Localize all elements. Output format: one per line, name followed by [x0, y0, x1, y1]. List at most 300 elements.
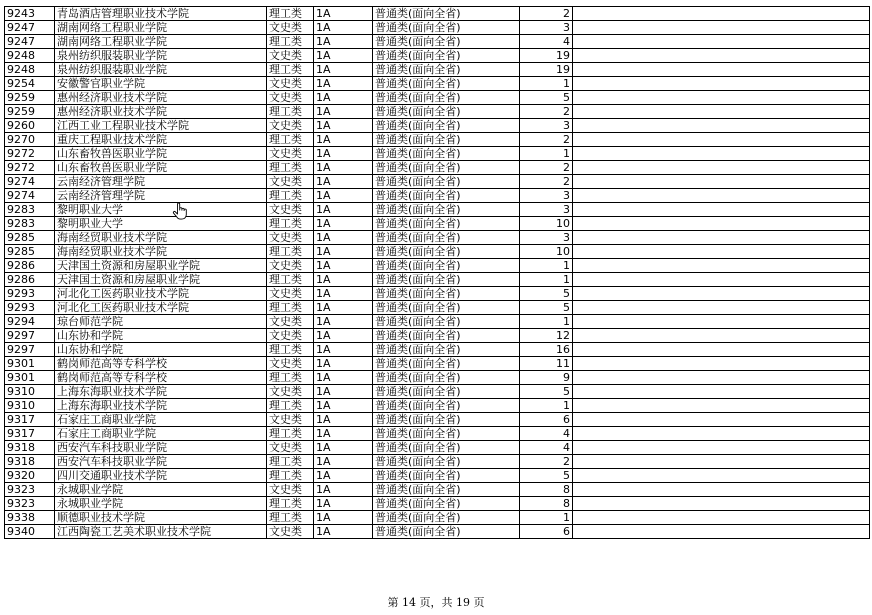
school-name-cell: 江西陶瓷工艺美术职业技术学院 [55, 525, 267, 539]
batch-cell: 1A [314, 343, 373, 357]
empty-cell [573, 413, 870, 427]
batch-cell: 1A [314, 371, 373, 385]
empty-cell [573, 133, 870, 147]
school-code-cell: 9286 [5, 273, 55, 287]
batch-cell: 1A [314, 483, 373, 497]
subject-type-cell: 文史类 [267, 231, 314, 245]
school-code-cell: 9297 [5, 329, 55, 343]
school-name-cell: 鹤岗师范高等专科学校 [55, 371, 267, 385]
school-name-cell: 山东畜牧兽医职业学院 [55, 161, 267, 175]
quota-cell: 6 [520, 413, 573, 427]
school-code-cell: 9248 [5, 49, 55, 63]
school-name-cell: 惠州经济职业技术学院 [55, 91, 267, 105]
table-row [5, 175, 870, 189]
quota-cell: 5 [520, 469, 573, 483]
subject-type-cell: 理工类 [267, 189, 314, 203]
batch-cell: 1A [314, 315, 373, 329]
table-row [5, 161, 870, 175]
school-name-cell: 西安汽车科技职业学院 [55, 441, 267, 455]
subject-type-cell: 文史类 [267, 315, 314, 329]
plan-type-cell: 普通类(面向全省) [373, 343, 520, 357]
quota-cell: 1 [520, 511, 573, 525]
plan-type-cell: 普通类(面向全省) [373, 497, 520, 511]
table-row [5, 133, 870, 147]
empty-cell [573, 203, 870, 217]
plan-type-cell: 普通类(面向全省) [373, 483, 520, 497]
school-code-cell: 9293 [5, 287, 55, 301]
plan-type-cell: 普通类(面向全省) [373, 21, 520, 35]
batch-cell: 1A [314, 161, 373, 175]
school-code-cell: 9293 [5, 301, 55, 315]
empty-cell [573, 35, 870, 49]
quota-cell: 2 [520, 175, 573, 189]
batch-cell: 1A [314, 217, 373, 231]
batch-cell: 1A [314, 497, 373, 511]
subject-type-cell: 文史类 [267, 21, 314, 35]
empty-cell [573, 105, 870, 119]
batch-cell: 1A [314, 469, 373, 483]
table-row [5, 343, 870, 357]
school-code-cell: 9285 [5, 231, 55, 245]
plan-type-cell: 普通类(面向全省) [373, 441, 520, 455]
empty-cell [573, 21, 870, 35]
batch-cell: 1A [314, 511, 373, 525]
school-name-cell: 黎明职业大学 [55, 203, 267, 217]
batch-cell: 1A [314, 7, 373, 21]
table-row [5, 21, 870, 35]
school-code-cell: 9338 [5, 511, 55, 525]
quota-cell: 3 [520, 231, 573, 245]
plan-type-cell: 普通类(面向全省) [373, 455, 520, 469]
school-code-cell: 9317 [5, 413, 55, 427]
empty-cell [573, 161, 870, 175]
school-name-cell: 湖南网络工程职业学院 [55, 35, 267, 49]
subject-type-cell: 文史类 [267, 147, 314, 161]
school-name-cell: 重庆工程职业技术学院 [55, 133, 267, 147]
table-row [5, 203, 870, 217]
subject-type-cell: 文史类 [267, 357, 314, 371]
school-code-cell: 9243 [5, 7, 55, 21]
school-code-cell: 9259 [5, 91, 55, 105]
table-row [5, 371, 870, 385]
school-code-cell: 9320 [5, 469, 55, 483]
quota-cell: 10 [520, 217, 573, 231]
school-code-cell: 9286 [5, 259, 55, 273]
batch-cell: 1A [314, 273, 373, 287]
batch-cell: 1A [314, 175, 373, 189]
subject-type-cell: 文史类 [267, 483, 314, 497]
empty-cell [573, 525, 870, 539]
plan-type-cell: 普通类(面向全省) [373, 7, 520, 21]
batch-cell: 1A [314, 357, 373, 371]
table-row [5, 49, 870, 63]
school-name-cell: 海南经贸职业技术学院 [55, 245, 267, 259]
school-name-cell: 四川交通职业技术学院 [55, 469, 267, 483]
quota-cell: 16 [520, 343, 573, 357]
subject-type-cell: 理工类 [267, 133, 314, 147]
table-row [5, 147, 870, 161]
school-code-cell: 9247 [5, 35, 55, 49]
batch-cell: 1A [314, 21, 373, 35]
table-row [5, 329, 870, 343]
empty-cell [573, 77, 870, 91]
batch-cell: 1A [314, 441, 373, 455]
subject-type-cell: 文史类 [267, 385, 314, 399]
school-code-cell: 9283 [5, 203, 55, 217]
plan-type-cell: 普通类(面向全省) [373, 147, 520, 161]
batch-cell: 1A [314, 455, 373, 469]
quota-cell: 1 [520, 147, 573, 161]
quota-cell: 2 [520, 455, 573, 469]
batch-cell: 1A [314, 245, 373, 259]
plan-type-cell: 普通类(面向全省) [373, 259, 520, 273]
batch-cell: 1A [314, 259, 373, 273]
school-code-cell: 9260 [5, 119, 55, 133]
plan-type-cell: 普通类(面向全省) [373, 469, 520, 483]
plan-type-cell: 普通类(面向全省) [373, 287, 520, 301]
batch-cell: 1A [314, 385, 373, 399]
school-name-cell: 上海东海职业技术学院 [55, 385, 267, 399]
batch-cell: 1A [314, 329, 373, 343]
empty-cell [573, 231, 870, 245]
quota-cell: 6 [520, 525, 573, 539]
school-code-cell: 9285 [5, 245, 55, 259]
subject-type-cell: 文史类 [267, 175, 314, 189]
school-name-cell: 泉州纺织服装职业学院 [55, 49, 267, 63]
quota-cell: 5 [520, 287, 573, 301]
subject-type-cell: 文史类 [267, 259, 314, 273]
table-row [5, 427, 870, 441]
school-name-cell: 云南经济管理学院 [55, 175, 267, 189]
school-name-cell: 泉州纺织服装职业学院 [55, 63, 267, 77]
school-name-cell: 石家庄工商职业学院 [55, 427, 267, 441]
plan-type-cell: 普通类(面向全省) [373, 91, 520, 105]
empty-cell [573, 63, 870, 77]
plan-type-cell: 普通类(面向全省) [373, 175, 520, 189]
table-row [5, 77, 870, 91]
batch-cell: 1A [314, 189, 373, 203]
school-name-cell: 青岛酒店管理职业技术学院 [55, 7, 267, 21]
empty-cell [573, 441, 870, 455]
table-row [5, 91, 870, 105]
table-row [5, 105, 870, 119]
empty-cell [573, 469, 870, 483]
school-code-cell: 9297 [5, 343, 55, 357]
quota-cell: 8 [520, 483, 573, 497]
school-code-cell: 9340 [5, 525, 55, 539]
batch-cell: 1A [314, 287, 373, 301]
subject-type-cell: 理工类 [267, 217, 314, 231]
school-name-cell: 江西工业工程职业技术学院 [55, 119, 267, 133]
empty-cell [573, 511, 870, 525]
school-name-cell: 惠州经济职业技术学院 [55, 105, 267, 119]
subject-type-cell: 文史类 [267, 525, 314, 539]
quota-cell: 4 [520, 427, 573, 441]
table-row [5, 455, 870, 469]
plan-type-cell: 普通类(面向全省) [373, 371, 520, 385]
empty-cell [573, 273, 870, 287]
batch-cell: 1A [314, 427, 373, 441]
subject-type-cell: 理工类 [267, 301, 314, 315]
school-name-cell: 山东协和学院 [55, 329, 267, 343]
table-row [5, 287, 870, 301]
plan-type-cell: 普通类(面向全省) [373, 385, 520, 399]
batch-cell: 1A [314, 399, 373, 413]
empty-cell [573, 371, 870, 385]
batch-cell: 1A [314, 35, 373, 49]
subject-type-cell: 理工类 [267, 427, 314, 441]
quota-cell: 1 [520, 273, 573, 287]
quota-cell: 3 [520, 119, 573, 133]
hand-pointer-icon [172, 202, 188, 220]
quota-cell: 1 [520, 315, 573, 329]
plan-type-cell: 普通类(面向全省) [373, 231, 520, 245]
subject-type-cell: 理工类 [267, 245, 314, 259]
subject-type-cell: 理工类 [267, 497, 314, 511]
empty-cell [573, 287, 870, 301]
table-row [5, 7, 870, 21]
plan-type-cell: 普通类(面向全省) [373, 49, 520, 63]
quota-cell: 5 [520, 91, 573, 105]
subject-type-cell: 文史类 [267, 287, 314, 301]
table-row [5, 301, 870, 315]
empty-cell [573, 385, 870, 399]
empty-cell [573, 7, 870, 21]
school-name-cell: 上海东海职业技术学院 [55, 399, 267, 413]
plan-type-cell: 普通类(面向全省) [373, 315, 520, 329]
quota-cell: 3 [520, 189, 573, 203]
quota-cell: 5 [520, 385, 573, 399]
table-body [5, 7, 870, 539]
empty-cell [573, 119, 870, 133]
school-code-cell: 9259 [5, 105, 55, 119]
plan-type-cell: 普通类(面向全省) [373, 189, 520, 203]
plan-type-cell: 普通类(面向全省) [373, 217, 520, 231]
table-row [5, 245, 870, 259]
subject-type-cell: 理工类 [267, 7, 314, 21]
empty-cell [573, 175, 870, 189]
batch-cell: 1A [314, 77, 373, 91]
school-name-cell: 湖南网络工程职业学院 [55, 21, 267, 35]
subject-type-cell: 文史类 [267, 413, 314, 427]
quota-cell: 1 [520, 259, 573, 273]
school-name-cell: 海南经贸职业技术学院 [55, 231, 267, 245]
subject-type-cell: 理工类 [267, 455, 314, 469]
empty-cell [573, 301, 870, 315]
school-code-cell: 9301 [5, 371, 55, 385]
table-row [5, 119, 870, 133]
batch-cell: 1A [314, 119, 373, 133]
batch-cell: 1A [314, 203, 373, 217]
empty-cell [573, 497, 870, 511]
quota-cell: 9 [520, 371, 573, 385]
quota-cell: 4 [520, 441, 573, 455]
school-code-cell: 9310 [5, 399, 55, 413]
quota-cell: 5 [520, 301, 573, 315]
subject-type-cell: 理工类 [267, 343, 314, 357]
school-name-cell: 顺德职业技术学院 [55, 511, 267, 525]
empty-cell [573, 189, 870, 203]
subject-type-cell: 理工类 [267, 371, 314, 385]
quota-cell: 1 [520, 399, 573, 413]
school-name-cell: 安徽警官职业学院 [55, 77, 267, 91]
school-code-cell: 9274 [5, 175, 55, 189]
quota-cell: 2 [520, 133, 573, 147]
school-code-cell: 9270 [5, 133, 55, 147]
quota-cell: 11 [520, 357, 573, 371]
subject-type-cell: 理工类 [267, 63, 314, 77]
quota-cell: 1 [520, 77, 573, 91]
school-code-cell: 9318 [5, 441, 55, 455]
empty-cell [573, 455, 870, 469]
school-name-cell: 云南经济管理学院 [55, 189, 267, 203]
empty-cell [573, 483, 870, 497]
empty-cell [573, 357, 870, 371]
empty-cell [573, 399, 870, 413]
subject-type-cell: 理工类 [267, 511, 314, 525]
empty-cell [573, 427, 870, 441]
batch-cell: 1A [314, 63, 373, 77]
subject-type-cell: 理工类 [267, 161, 314, 175]
quota-cell: 2 [520, 7, 573, 21]
page-number-footer: 第 14 页，共 19 页 [387, 596, 485, 609]
quota-cell: 10 [520, 245, 573, 259]
school-code-cell: 9323 [5, 497, 55, 511]
school-code-cell: 9301 [5, 357, 55, 371]
batch-cell: 1A [314, 525, 373, 539]
quota-cell: 2 [520, 105, 573, 119]
table-row [5, 497, 870, 511]
school-name-cell: 黎明职业大学 [55, 217, 267, 231]
table-row [5, 413, 870, 427]
table-row [5, 385, 870, 399]
batch-cell: 1A [314, 147, 373, 161]
empty-cell [573, 259, 870, 273]
subject-type-cell: 文史类 [267, 91, 314, 105]
school-name-cell: 天津国土资源和房屋职业学院 [55, 273, 267, 287]
quota-cell: 3 [520, 21, 573, 35]
school-name-cell: 琼台师范学院 [55, 315, 267, 329]
school-name-cell: 河北化工医药职业技术学院 [55, 301, 267, 315]
plan-type-cell: 普通类(面向全省) [373, 273, 520, 287]
school-code-cell: 9317 [5, 427, 55, 441]
subject-type-cell: 文史类 [267, 329, 314, 343]
empty-cell [573, 343, 870, 357]
table-row [5, 399, 870, 413]
table-row [5, 511, 870, 525]
table-row [5, 315, 870, 329]
table-row [5, 189, 870, 203]
school-name-cell: 永城职业学院 [55, 483, 267, 497]
plan-type-cell: 普通类(面向全省) [373, 399, 520, 413]
school-code-cell: 9294 [5, 315, 55, 329]
school-name-cell: 鹤岗师范高等专科学校 [55, 357, 267, 371]
empty-cell [573, 315, 870, 329]
plan-type-cell: 普通类(面向全省) [373, 329, 520, 343]
quota-cell: 8 [520, 497, 573, 511]
plan-type-cell: 普通类(面向全省) [373, 301, 520, 315]
school-code-cell: 9323 [5, 483, 55, 497]
subject-type-cell: 理工类 [267, 469, 314, 483]
quota-cell: 2 [520, 161, 573, 175]
plan-type-cell: 普通类(面向全省) [373, 161, 520, 175]
table-row [5, 483, 870, 497]
subject-type-cell: 理工类 [267, 35, 314, 49]
school-code-cell: 9274 [5, 189, 55, 203]
school-name-cell: 山东畜牧兽医职业学院 [55, 147, 267, 161]
batch-cell: 1A [314, 133, 373, 147]
batch-cell: 1A [314, 105, 373, 119]
school-code-cell: 9248 [5, 63, 55, 77]
plan-type-cell: 普通类(面向全省) [373, 427, 520, 441]
plan-type-cell: 普通类(面向全省) [373, 245, 520, 259]
subject-type-cell: 文史类 [267, 119, 314, 133]
table-row [5, 273, 870, 287]
school-code-cell: 9272 [5, 147, 55, 161]
quota-cell: 19 [520, 49, 573, 63]
school-name-cell: 河北化工医药职业技术学院 [55, 287, 267, 301]
plan-type-cell: 普通类(面向全省) [373, 119, 520, 133]
school-name-cell: 山东协和学院 [55, 343, 267, 357]
subject-type-cell: 文史类 [267, 441, 314, 455]
plan-type-cell: 普通类(面向全省) [373, 357, 520, 371]
table-row [5, 231, 870, 245]
school-code-cell: 9283 [5, 217, 55, 231]
empty-cell [573, 91, 870, 105]
table-row [5, 441, 870, 455]
table-row [5, 259, 870, 273]
table-row [5, 357, 870, 371]
empty-cell [573, 147, 870, 161]
plan-type-cell: 普通类(面向全省) [373, 105, 520, 119]
subject-type-cell: 理工类 [267, 105, 314, 119]
table-row [5, 469, 870, 483]
plan-type-cell: 普通类(面向全省) [373, 63, 520, 77]
school-name-cell: 西安汽车科技职业学院 [55, 455, 267, 469]
plan-type-cell: 普通类(面向全省) [373, 413, 520, 427]
quota-cell: 4 [520, 35, 573, 49]
table-row [5, 525, 870, 539]
school-name-cell: 永城职业学院 [55, 497, 267, 511]
empty-cell [573, 217, 870, 231]
empty-cell [573, 49, 870, 63]
subject-type-cell: 文史类 [267, 49, 314, 63]
school-code-cell: 9272 [5, 161, 55, 175]
plan-type-cell: 普通类(面向全省) [373, 525, 520, 539]
school-code-cell: 9254 [5, 77, 55, 91]
plan-type-cell: 普通类(面向全省) [373, 511, 520, 525]
school-code-cell: 9318 [5, 455, 55, 469]
plan-type-cell: 普通类(面向全省) [373, 133, 520, 147]
quota-cell: 19 [520, 63, 573, 77]
enrollment-table [4, 6, 870, 539]
empty-cell [573, 329, 870, 343]
table-row [5, 217, 870, 231]
plan-type-cell: 普通类(面向全省) [373, 77, 520, 91]
quota-cell: 3 [520, 203, 573, 217]
batch-cell: 1A [314, 301, 373, 315]
table-row [5, 63, 870, 77]
batch-cell: 1A [314, 49, 373, 63]
subject-type-cell: 理工类 [267, 399, 314, 413]
subject-type-cell: 文史类 [267, 203, 314, 217]
subject-type-cell: 文史类 [267, 77, 314, 91]
batch-cell: 1A [314, 231, 373, 245]
batch-cell: 1A [314, 91, 373, 105]
batch-cell: 1A [314, 413, 373, 427]
plan-type-cell: 普通类(面向全省) [373, 203, 520, 217]
school-code-cell: 9310 [5, 385, 55, 399]
